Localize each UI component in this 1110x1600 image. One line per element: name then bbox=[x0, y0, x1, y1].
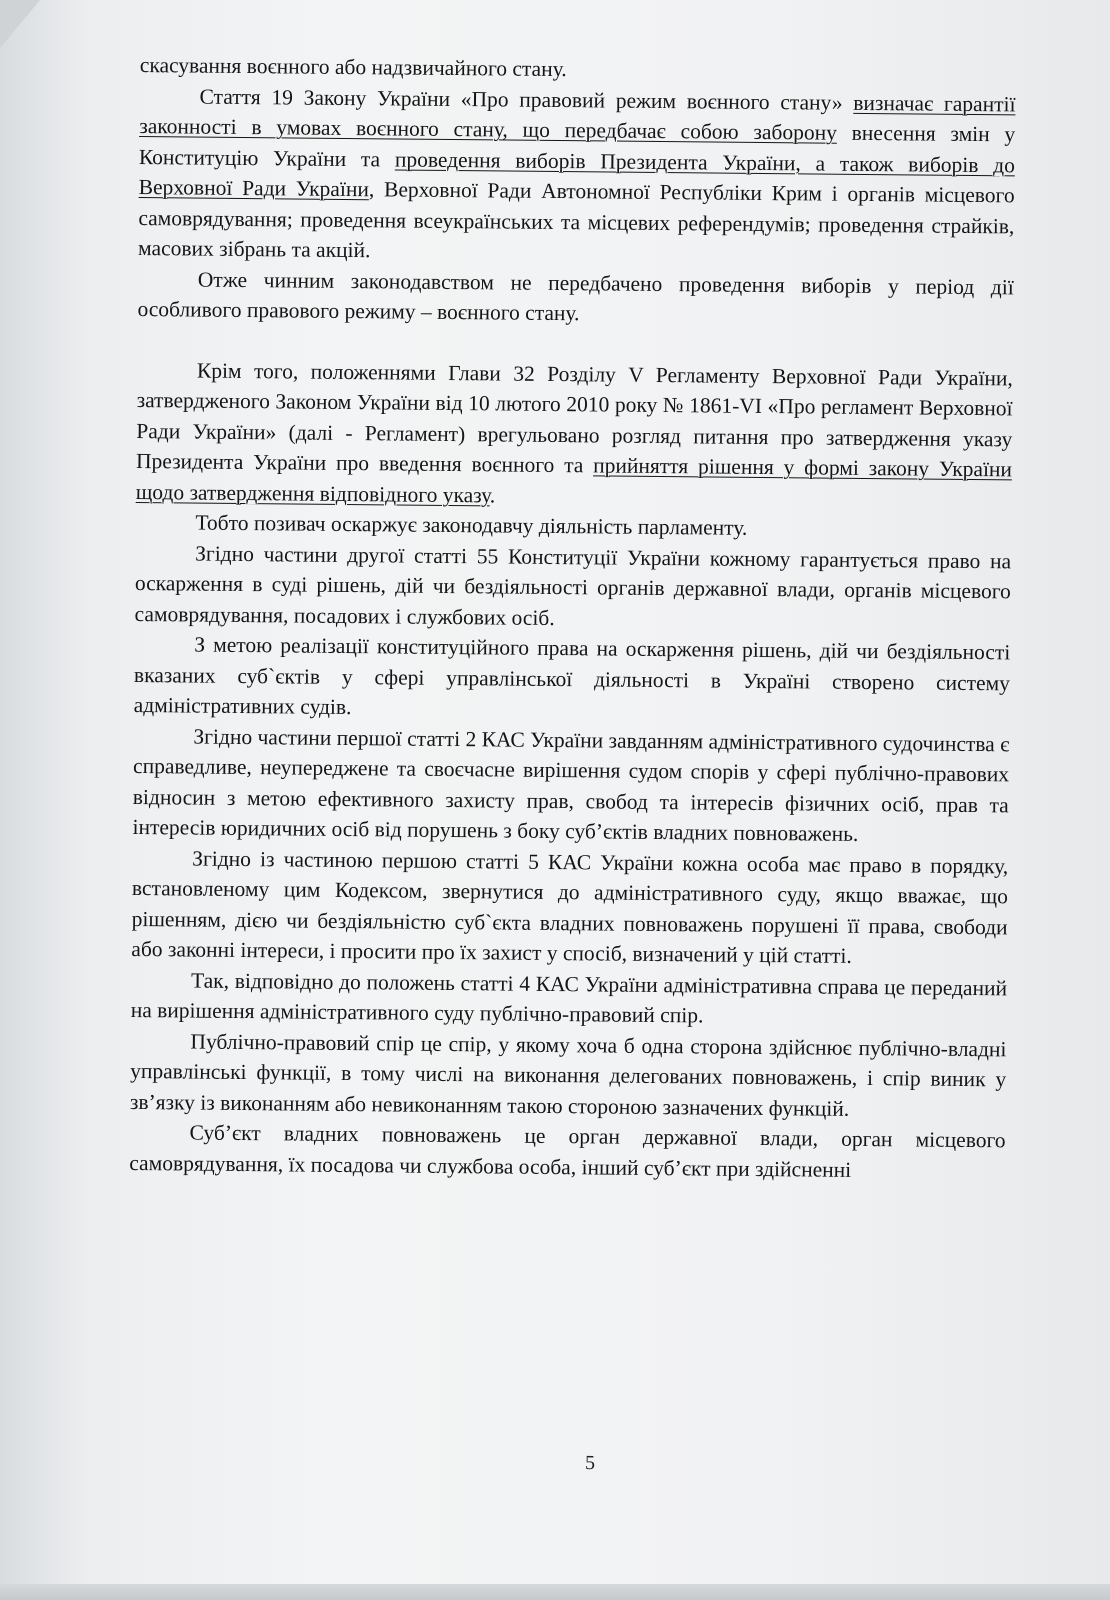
paragraph-4-text-1: Крім того, положеннями Глави 32 Розділу V Регламенту Верховної Ради України, затвердженого Законом України від 10 лютого 2010 року № 1861-VI «Про регламент Верховної Ради України» (далі - Регламент) врегульовано розгляд питання про затвердження указу Президента України про введення воєнного та bbox=[135, 358, 1014, 478]
paragraph-2 bbox=[138, 80, 1016, 271]
paragraph-1: скасування воєнного або надзвичайного стану. bbox=[139, 52, 567, 82]
paragraph-4 bbox=[136, 354, 1013, 515]
paragraph-5: Тобто позивач оскаржує законодавчу діяльність парламенту. bbox=[195, 510, 748, 540]
paragraph-2-text-2: внесення змін у Конституцію України та bbox=[138, 120, 1016, 171]
paragraph-12: Суб’єкт владних повноважень це орган державної влади, орган місцевого самоврядування, їх посадова чи службова особа, інший суб’єкт при здійсненні bbox=[129, 1120, 1006, 1182]
paragraph-4-underline-1: прийняття рішення у формі закону України щодо затвердження відповідного указу bbox=[135, 453, 1013, 507]
paragraph-4-text-2: . bbox=[489, 482, 496, 507]
paragraph-2-underline-1: визначає гарантії законності в умовах воєнного стану, що передбачає собою заборону bbox=[139, 90, 1016, 145]
paragraph-2-text-1: Стаття 19 Закону України «Про правовий режим воєнного стану» bbox=[199, 84, 854, 115]
paragraph-8: Згідно частини першої статті 2 КАС України завданням адміністративного судочинства є справедливе, неупереджене та своєчасне вирішення судом спорів у сфері публічно-правових відносин з метою ефективного захисту прав, свобод та інтересів фізичних осіб, прав та інтересів юридичних осіб від порушень з боку суб’єктів владних повноважень. bbox=[132, 724, 1010, 846]
paragraph-11: Публічно-правовий спір це спір, у якому хоча б одна сторона здійснює публічно-владні управлінські функції, в тому числі на виконання делегованих повноважень, і спір виник у зв’язку із виконанням або невиконанням такою стороною зазначених функцій. bbox=[129, 1029, 1007, 1121]
paragraph-2-text-3: , Верховної Ради Автономної Республіки Крим і органів місцевого самоврядування; проведення всеукраїнських та місцевих референдумів; проведення страйків, масових зібрань та акцій. bbox=[137, 177, 1015, 263]
paragraph-3: Отже чинним законодавством не передбачено проведення виборів у період дії особливого правового режиму – воєнного стану. bbox=[137, 267, 1014, 326]
paragraph-10: Так, відповідно до положень статті 4 КАС України адміністративна справа це переданий на вирішення адміністративного суду публічно-правовий спір. bbox=[130, 968, 1008, 1028]
paragraph-6: Згідно частини другої статті 55 Конституції України кожному гарантується право на оскарження в суді рішень, дій чи бездіяльності органів державної влади, органів місцевого самоврядування, посадових і службових осіб. bbox=[134, 541, 1012, 630]
page-bottom-edge bbox=[0, 1584, 1110, 1600]
folded-corner bbox=[0, 0, 40, 48]
page-number: 5 bbox=[584, 1451, 596, 1475]
paragraph-2-underline-2: проведення виборів Президента України, а також виборів до Верховної Ради України bbox=[138, 146, 1016, 202]
paragraph-7: З метою реалізації конституційного права на оскарження рішень, дій чи бездіяльності вказаних суб`єктів у сфері управлінської діяльності в Україні створено систему адміністративних судів. bbox=[133, 632, 1011, 720]
paragraph-9: Згідно із частиною першою статті 5 КАС України кожна особа має право в порядку, встановленому цим Кодексом, звернутися до адміністративного суду, якщо вважає, що рішенням, дією чи бездіяльністю суб`єкта владних повноважень порушені її права, свободи або законні інтереси, і просити про їх захист у спосіб, визначений у цій статті. bbox=[131, 846, 1009, 968]
document-body bbox=[129, 50, 1016, 1186]
